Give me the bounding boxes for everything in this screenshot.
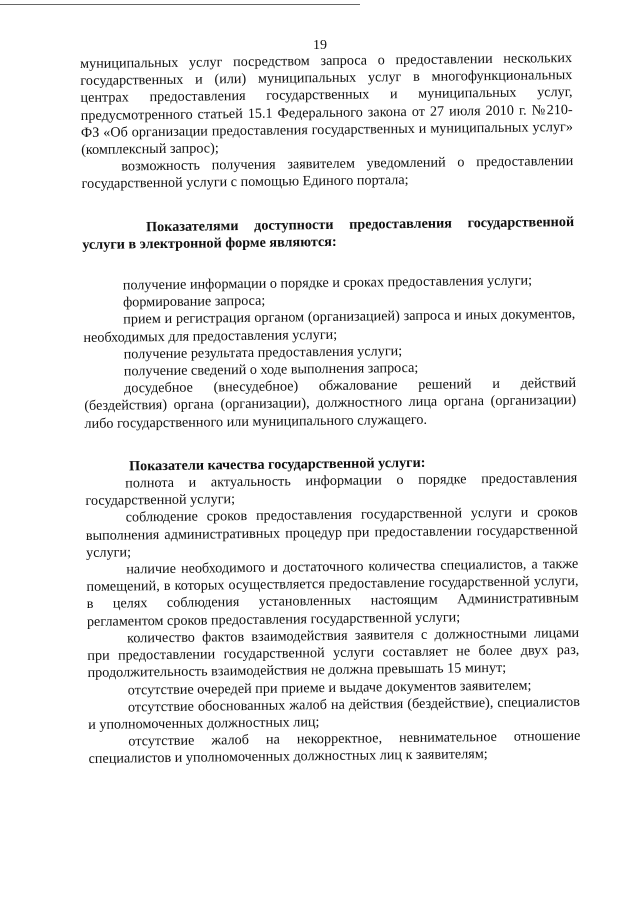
accessibility-item: прием и регистрация органом (организацией) запроса и иных документов, необходимых для предоставления услуги; xyxy=(83,306,576,346)
quality-heading: Показатели качества государственной услуги: xyxy=(128,454,426,475)
page-number: 19 xyxy=(313,38,327,53)
accessibility-item: получение сведений о ходе выполнения запроса; xyxy=(123,359,419,380)
accessibility-item: получение результата предоставления услуги; xyxy=(123,342,403,363)
intro-paragraph-2: возможность получения заявителем уведомлений о предоставлении государственной услуги с помощью Единого портала; xyxy=(81,153,574,193)
intro-paragraph-1: муниципальных услуг посредством запроса о предоставлении нескольких государственных и (или) муниципальных услуг в многофункциональных центрах предоставления государственных и муниципальных услуг, предусмотренного статьей 15.1 Федерального закона от 27 июля 2010 г. №210-ФЗ «Об организации предоставления государственных и муниципальных услуг» (комплексный запрос); xyxy=(80,49,573,159)
quality-item: полнота и актуальность информации о порядке предоставления государственной услуги; xyxy=(85,470,578,510)
quality-item: наличие необходимого и достаточного количества специалистов, а также помещений, в которых осуществляется предоставление государственной услуги, в целях соблюдения установленных настоящим Административным регламентом сроков предоставления государственной услуги; xyxy=(86,556,579,630)
quality-item: отсутствие жалоб на некорректное, невнимательное отношение специалистов и уполномоченных должностных лиц к заявителям; xyxy=(88,728,581,768)
quality-item: соблюдение сроков предоставления государственной услуги и сроков выполнения административных процедур при предоставлении государственной услуги; xyxy=(85,504,578,561)
quality-item: количество фактов взаимодействия заявителя с должностными лицами при предоставлении государственной услуги составляет не более двух раз, продолжительность взаимодействия не должна превышать 15 минут; xyxy=(87,624,580,682)
accessibility-item: формирование запроса; xyxy=(122,292,266,311)
quality-item: отсутствие очередей при приеме и выдаче документов заявителем; xyxy=(127,677,532,698)
accessibility-item: досудебное (внесудебное) обжалование решений и действий (бездействия) органа (организации), должностного лица органа (организации) либо государственного или муниципального служащего. xyxy=(84,375,577,432)
accessibility-heading: Показателями доступности предоставления государственной услуги в электронной форме являются: xyxy=(82,213,575,253)
accessibility-item: получение информации о порядке и сроках предоставления услуги; xyxy=(122,272,533,294)
scan-top-edge-line xyxy=(0,4,360,5)
quality-item: отсутствие обоснованных жалоб на действия (бездействие), специалистов и уполномоченных должностных лиц; xyxy=(88,693,581,733)
document-body xyxy=(80,50,581,768)
